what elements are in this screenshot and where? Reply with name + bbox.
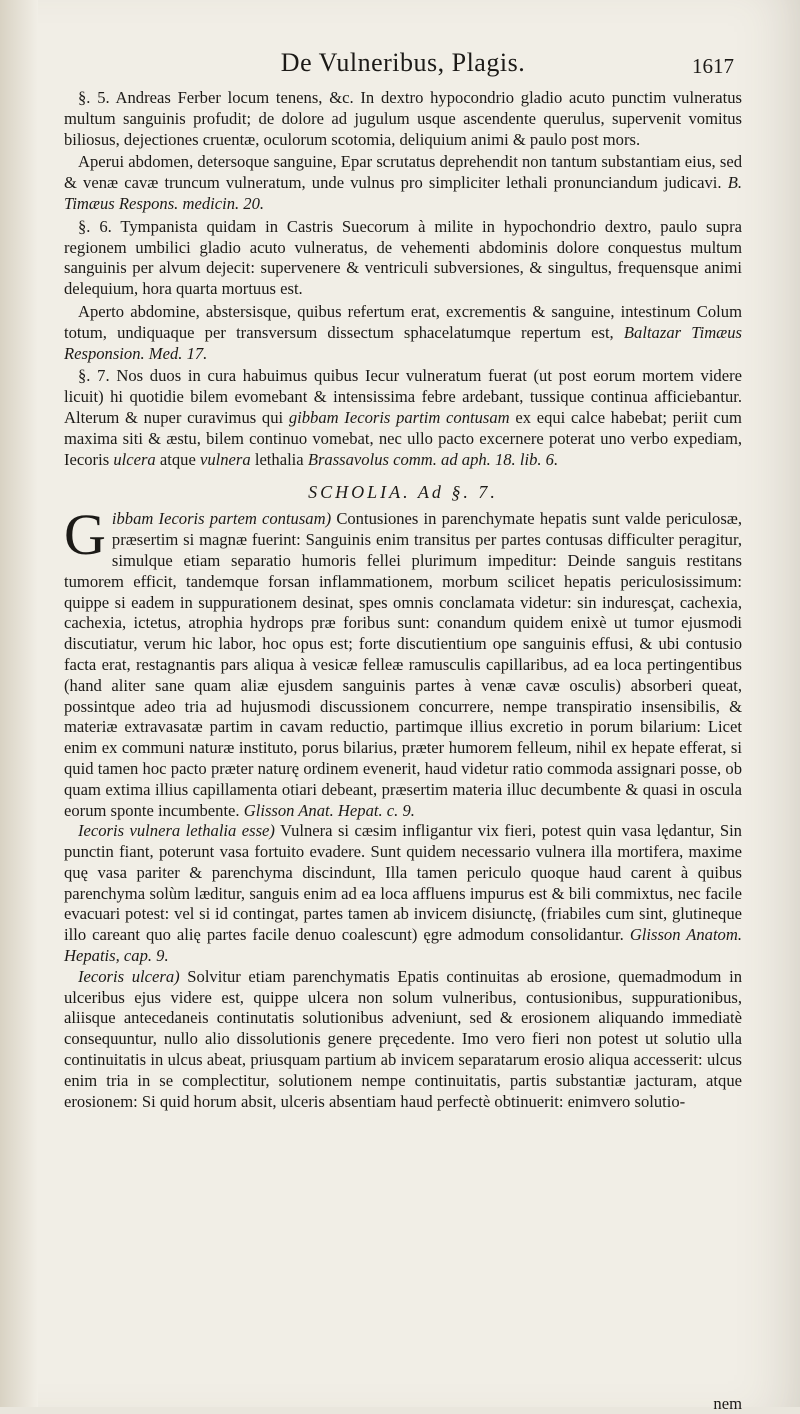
scholia-paragraph-2 <box>64 821 742 967</box>
paragraph-s5b-text: Aperui abdomen, detersoque sanguine, Epar scrutatus deprehendit non tantum substantiam eius, sed & venæ cavæ truncum vulneratum, unde vulnus pro simpliciter lethali pronunciandum judicavi. <box>64 152 742 193</box>
paragraph-s7-text-a: §. 7. Nos duos in cura habuimus quibus Iecur vulneratum fuerat (ut post eorum mortem videre licuit) hi quotidie bilem evomebant & intensissima febre ardebant, tussique continua afficiebantur. Alterum & nuper curavimus qui <box>64 366 742 427</box>
paragraph-s7-text-d: lethalia <box>254 449 304 469</box>
scholia-heading: SCHOLIA. Ad §. 7. <box>308 482 498 503</box>
scholia-3-text: Solvitur etiam parenchymatis Epatis continuitas ab erosione, quemadmodum in ulceribus ejus videre est, quippe ulcera non solum vulneribus, contusionibus, suppurationibus, aliisque antecedaneis continutatis solutionibus adveniunt, sed & erosionem aliquando immediatè consequuntur, nullo alio dissolutionis genere pręcedente. Imo vero fieri non potest ut solutio ulla continuitatis in ulcus abeat, priusquam partium ab invicem separatarum erosio aliqua accesserit: ulcus enim tria in se complectitur, solutionem nempe continuitatis, partis substantiæ jacturam, atque erosionem: Si quid horum absit, ulceris absentiam haud perfectè obtinuerit: enimvero solutio- <box>64 966 742 1111</box>
scholia-3-lemma: Iecoris ulcera) <box>78 966 180 986</box>
citation-glisson-2: Glisson Anatom. Hepatis, cap. 9. <box>64 925 742 966</box>
paragraph-s6b-text: Aperto abdomine, abstersisque, quibus refertum erat, excrementis & sanguine, intestinum Colum totum, undiquaque per transversum dissectum sphacelatumque repertum est, <box>64 301 742 342</box>
drop-cap: G <box>64 502 106 568</box>
paragraph-s6b <box>64 302 742 364</box>
citation-glisson-1: Glisson Anat. Hepat. c. 9. <box>243 800 415 820</box>
scholia-1-lemma: ibbam Iecoris partem contusam) <box>111 509 332 529</box>
running-title: De Vulneribus, Plagis. <box>280 48 526 77</box>
scholia-2-text: Vulnera si cæsim infligantur vix fieri, potest quin vasa lędantur, Sin punctin fiant, poterunt vasa fortuito evadere. Sunt quidem necessario vulnera illa mortifera, maxime quę vasa pariter & parenchyma discindunt, Illa tamen periculo quoque haud carent à quibus parenchyma solùm læditur, sanguis enim ad ea loca affluens impurus est & bili commixtus, nec facile evacuari potest: vel si id contingat, partes tamen ab invicem disiunctę, (friabiles cum sint, glutineque illo careant quo alię partes facile denuo coalescunt) ęgre admodum consolidantur. <box>64 821 742 945</box>
citation-timaeus-17: Baltazar Timæus Responsion. Med. 17. <box>64 322 742 363</box>
citation-timaeus-20: B. Timæus Respons. medicin. 20. <box>64 173 742 213</box>
paragraph-s6 <box>64 217 742 300</box>
scholia-1-text: Contusiones in parenchymate hepatis sunt valde periculosæ, præsertim si magnæ fuerint: Sanguinis enim transitus per partes contusas difficulter peragitur, simulque etiam separatio humoris fellei plurimum impeditur: Deinde sanguis restitans tumorem efficit, tandemque forsan inflammationem, morbum scilicet hepatis periculosissimum: quippe si eadem in suppurationem desinat, spes omnis conclamata videtur: sin induresçat, cachexia, cachexia, ictetus, atrophia hydrops præ foribus sunt: conandum quidem enixè ut tumor ejusmodi discutiatur, verum hic labor, hoc opus est; forte discutientium ope sanguinis effusi, & ubi contusio facta erat, restagnantis pars aliqua à vesicæ felleæ ramusculis capillaribus, ad ea loca pertingentibus (hand aliter sane quam aliæ ejusdem sanguinis partes à venæ cavæ osculis) absorberi queat, possintque adeo tria ad hujusmodi discussionem concurrere, nempe transpiratio insensibilis, & materiæ extravasatæ partim in cavam reductio, partimque illius excretio in porum bilarium: Licet enim ex communi naturæ instituto, porus bilarius, præter humorem felleum, nihil ex hepate efferat, si quid tamen hoc pacto præter naturę ordinem evenerit, haud videtur ratio commoda assignari posse, ob quam extima illius capillamenta otiari debeant, præsertim materia illuc decumbente & quasi in oscula eorum sponte incumbente. <box>64 509 743 820</box>
paragraph-s7-emphasis-c: vulnera <box>199 449 251 469</box>
scholia-paragraph-1 <box>64 502 743 821</box>
paragraph-s7-text-c: atque <box>159 449 196 469</box>
running-head <box>64 48 742 88</box>
paragraph-s7-emphasis-b: ulcera <box>113 449 156 469</box>
scholia-paragraph-3 <box>64 967 742 1113</box>
paragraph-s7-emphasis-a: gibbam Iecoris partim contusam <box>288 407 510 427</box>
paragraph-s6-text: §. 6. Tympanista quidam in Castris Suecorum à milite in hypochondrio dextro, paulo supra regionem umbilici gladio acuto vulneratus, de vehementi abdominis dolore conquestus multum sanguinis per alvum dejecit: supervenere & ventriculi subversiones, & singultus, frequensque animi delequium, hora quarta mortuus est. <box>64 216 742 299</box>
page-number: 1617 <box>692 54 734 78</box>
paragraph-s5 <box>64 88 742 150</box>
paragraph-s5b <box>64 152 742 214</box>
scholia-2-lemma: Iecoris vulnera lethalia esse) <box>78 821 275 841</box>
citation-brassavolus: Brassavolus comm. ad aph. 18. lib. 6. <box>307 449 559 469</box>
gutter-shadow <box>0 0 38 1407</box>
catchword: nem <box>713 1394 742 1413</box>
paragraph-s7-text-b: ex equi calce habebat; periit cum maxima siti & æstu, bilem continuo vomebat, nec ullo pacto excernere poterat uno verbo expediam, Iecoris <box>64 407 742 469</box>
paragraph-s5-text: §. 5. Andreas Ferber locum tenens, &c. In dextro hypocondrio gladio acuto punctim vulneratus multum sanguinis profudit; de dolore ad jugulum usque ascendente querulus, supervenit vomitus biliosus, dejectiones cruentæ, oculorum scotomia, deliquium animi & paulo post mors. <box>64 88 742 149</box>
paragraph-s7 <box>64 366 742 470</box>
text-block <box>64 48 743 1413</box>
